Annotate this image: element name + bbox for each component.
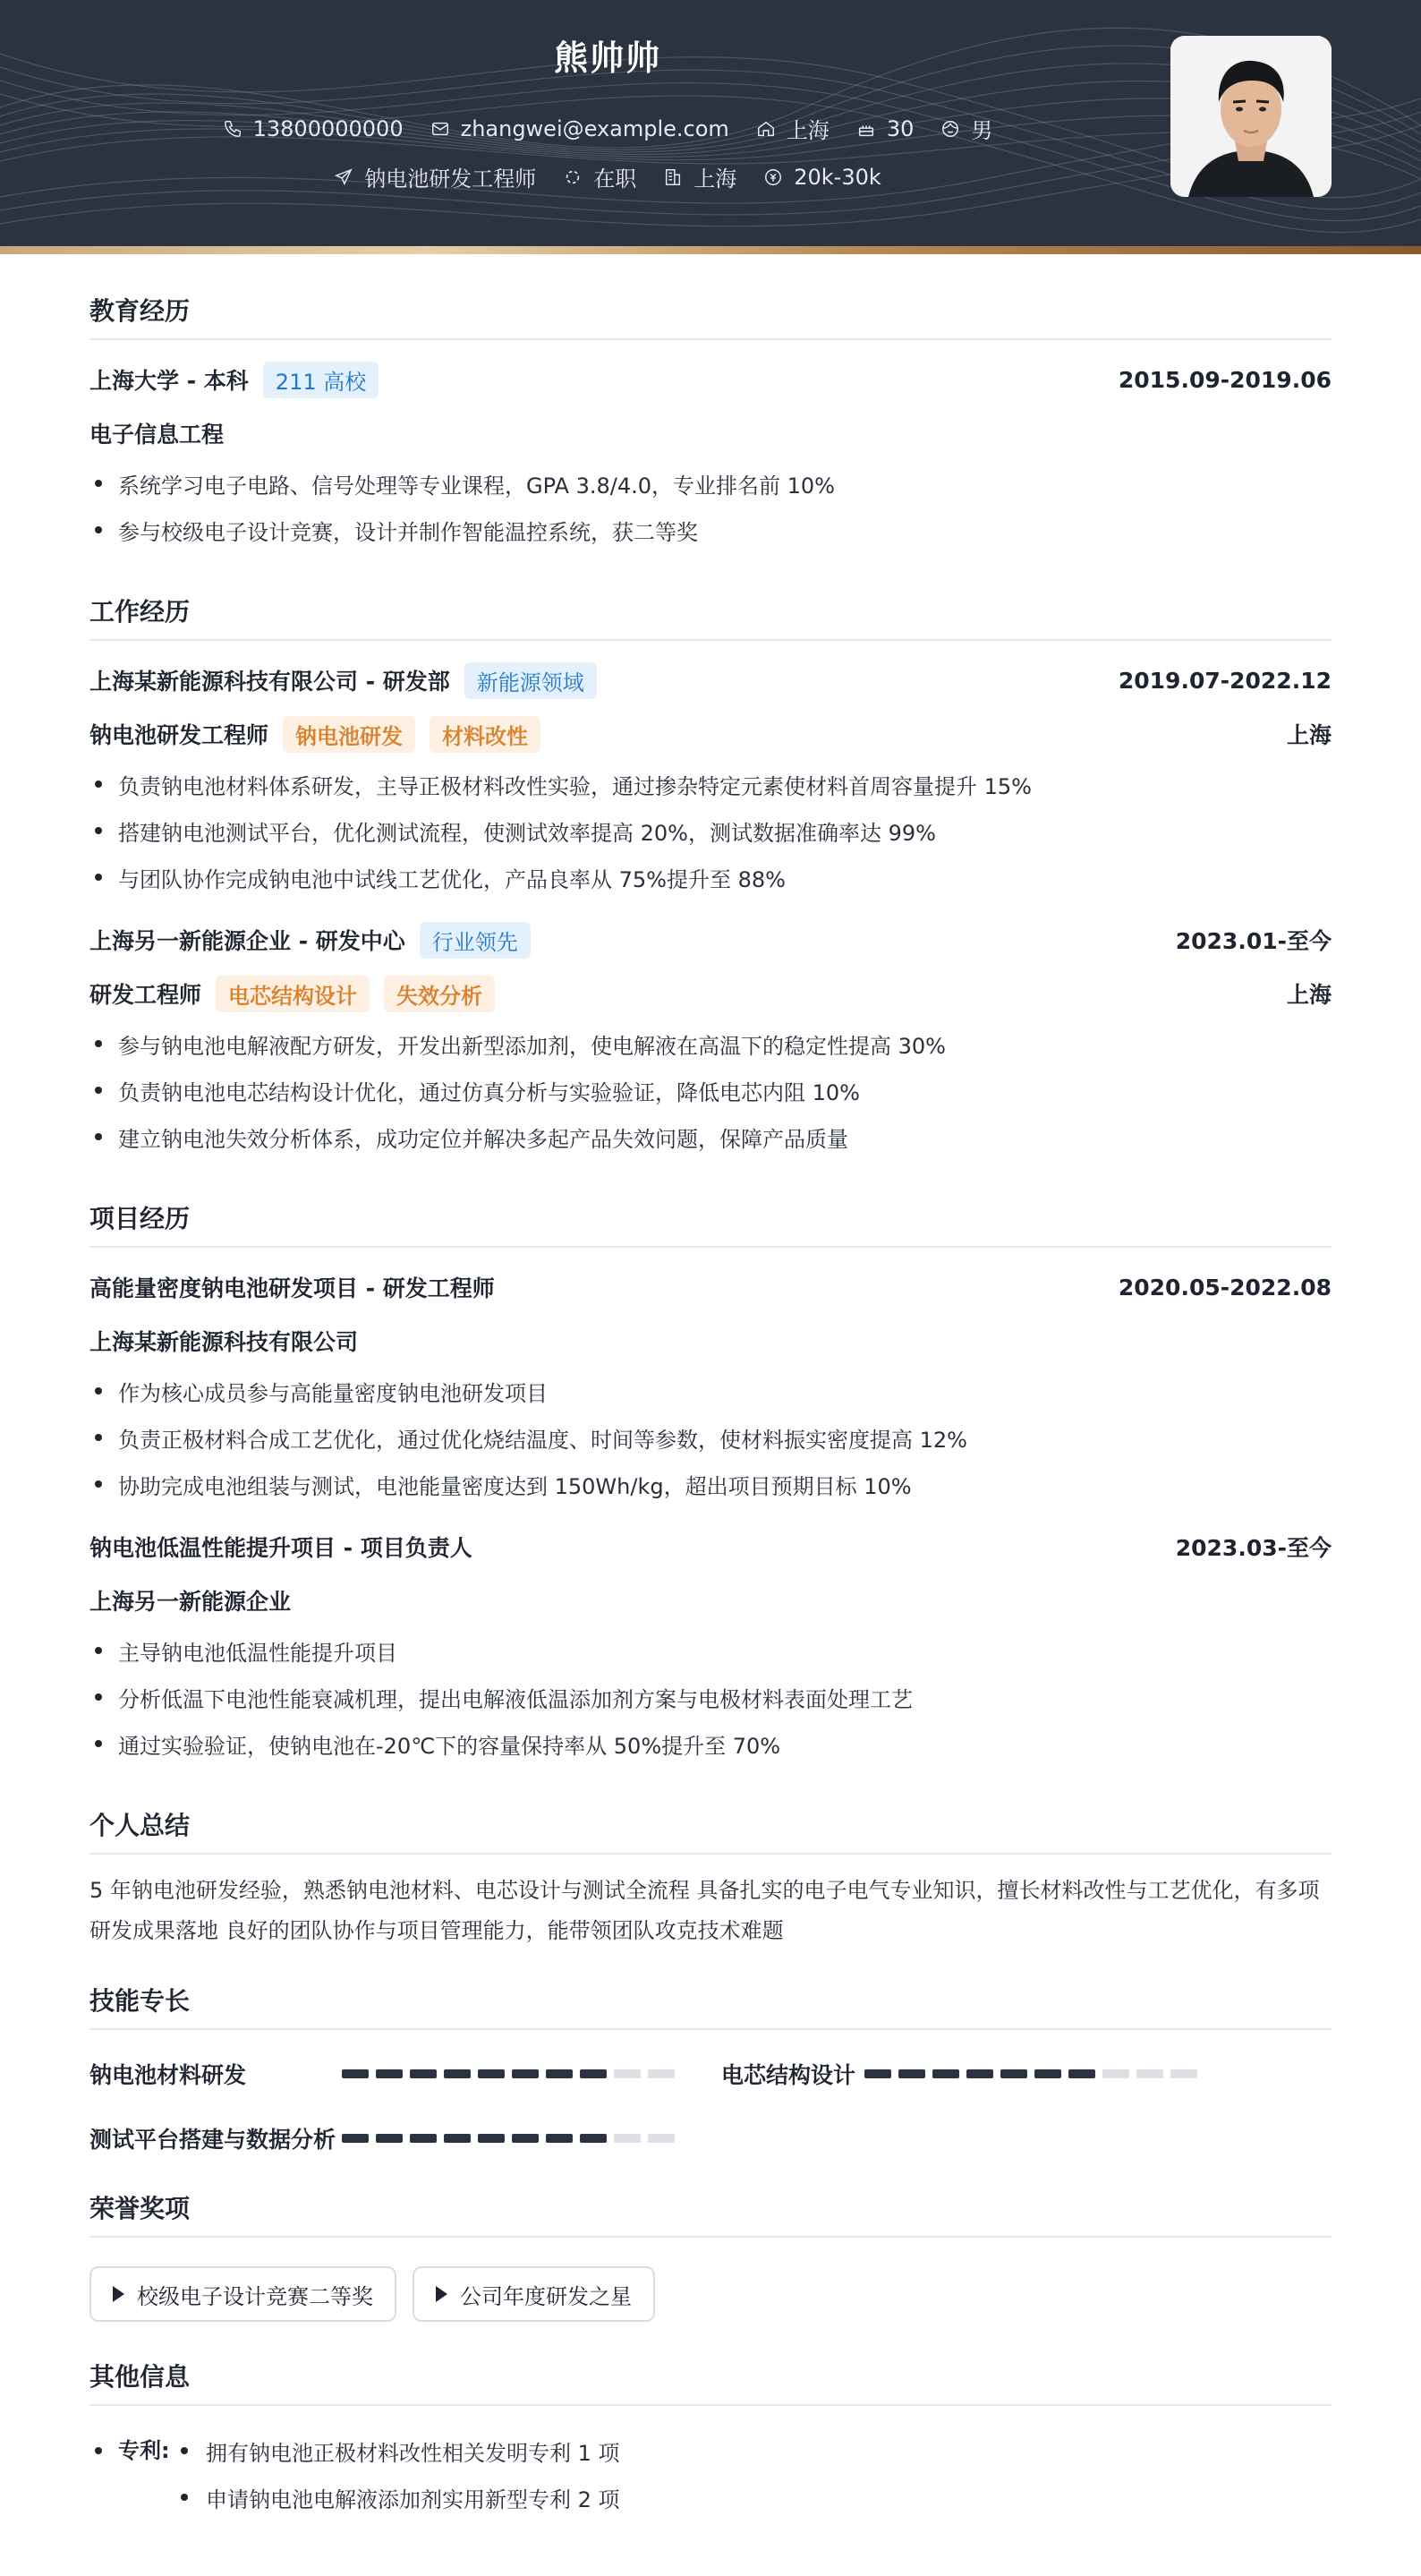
job-intent-row (0, 161, 1215, 192)
list-item: 负责钠电池电芯结构设计优化，通过仿真分析与实验验证，降低电芯内阻 10% (89, 1067, 1332, 1113)
gender-info (940, 113, 992, 144)
job-company: 上海某新能源科技有限公司 - 研发部 (89, 669, 450, 695)
other-section (89, 2358, 1332, 2521)
list-item: 搭建钠电池测试平台，优化测试流程，使测试效率提高 20%，测试数据准确率达 99% (89, 807, 1332, 854)
resume-header (0, 0, 1421, 254)
award-text: 校级电子设计竞赛二等奖 (137, 2283, 373, 2309)
job-header-row (89, 913, 1332, 967)
skill-level-segment-filled (410, 2134, 437, 2143)
list-item: 参与校级电子设计竞赛，设计并制作智能温控系统，获二等奖 (89, 507, 1332, 553)
salary-info (763, 161, 881, 192)
section-title-projects: 项目经历 (89, 1199, 1332, 1248)
list-item: 申请钠电池电解液添加剂实用新型专利 2 项 (170, 2474, 620, 2521)
avatar-portrait (1170, 36, 1332, 197)
school-name: 上海大学 - 本科 (89, 368, 249, 394)
skill-level-segment-filled (410, 2069, 437, 2078)
skill-level-segment-filled (864, 2069, 891, 2078)
section-title-education: 教育经历 (89, 292, 1332, 340)
section-title-skills: 技能专长 (89, 1982, 1332, 2030)
patent-row (89, 2427, 1332, 2521)
summary-section (89, 1806, 1332, 1951)
skill-level-segment-filled (376, 2134, 403, 2143)
age-info (856, 113, 915, 144)
major-name: 电子信息工程 (89, 422, 225, 448)
list-item: 拥有钠电池正极材料改性相关发明专利 1 项 (170, 2427, 620, 2474)
list-item: 协助完成电池组装与测试，电池能量密度达到 150Wh/kg，超出项目预期目标 10% (89, 1461, 1332, 1507)
job-role: 钠电池研发工程师 (89, 722, 269, 748)
skill-level-segment-filled (512, 2134, 539, 2143)
contact-row (0, 113, 1215, 144)
skill-item (721, 2053, 1332, 2094)
project-org: 上海另一新能源企业 (89, 1589, 292, 1615)
work-section (89, 593, 1332, 1160)
list-item: 建立钠电池失效分析体系，成功定位并解决多起产品失效问题，保障产品质量 (89, 1113, 1332, 1160)
section-title-awards: 荣誉奖项 (89, 2189, 1332, 2238)
patent-label: 专利: (89, 2427, 170, 2474)
skill-level-segment-empty (648, 2134, 675, 2143)
skill-level-segment-empty (1102, 2069, 1129, 2078)
phone-icon (223, 119, 243, 139)
target-city-text: 上海 (693, 166, 737, 192)
job-role-group (89, 716, 540, 753)
cake-icon (856, 119, 876, 139)
section-title-work: 工作经历 (89, 593, 1332, 641)
list-item: 通过实验验证，使钠电池在-20℃下的容量保持率从 50%提升至 70% (89, 1720, 1332, 1767)
project-date: 2020.05-2022.08 (1118, 1274, 1332, 1301)
project-org: 上海某新能源科技有限公司 (89, 1329, 359, 1355)
mail-icon (430, 119, 450, 139)
education-section (89, 292, 1332, 553)
skill-level-segment-filled (376, 2069, 403, 2078)
city-text: 上海 (786, 118, 830, 143)
skill-level-bar (342, 2069, 675, 2078)
header-accent-bar (0, 246, 1421, 254)
skill-level-segment-filled (546, 2134, 573, 2143)
skill-tag: 电芯结构设计 (216, 976, 370, 1012)
patent-bullets (170, 2427, 620, 2521)
skill-level-segment-filled (966, 2069, 993, 2078)
skills-section (89, 1982, 1332, 2159)
skill-name: 测试平台搭建与数据分析 (89, 2127, 336, 2153)
skill-level-segment-filled (932, 2069, 959, 2078)
skill-level-bar (342, 2134, 675, 2143)
school-tag: 211 高校 (263, 362, 379, 398)
play-icon (113, 2286, 124, 2302)
skill-tag: 材料改性 (430, 716, 540, 753)
job-role-group (89, 976, 495, 1012)
email-info (430, 113, 729, 144)
building-icon (663, 167, 683, 187)
project-date: 2023.03-至今 (1175, 1535, 1332, 1561)
job-date: 2019.07-2022.12 (1118, 667, 1332, 694)
education-school-group (89, 362, 379, 398)
candidate-name: 熊帅帅 (553, 38, 661, 78)
project-header-row (89, 1520, 1332, 1574)
other-info (89, 2427, 1332, 2521)
skill-level-bar (864, 2069, 1197, 2078)
home-icon (756, 119, 776, 139)
status-info (563, 161, 636, 192)
education-header-row (89, 353, 1332, 406)
status-icon (563, 167, 583, 187)
skill-level-segment-filled (1000, 2069, 1027, 2078)
skill-tag: 钠电池研发 (283, 716, 415, 753)
project-name: 高能量密度钠电池研发项目 - 研发工程师 (89, 1275, 495, 1301)
skill-level-segment-filled (898, 2069, 925, 2078)
list-item: 与团队协作完成钠电池中试线工艺优化，产品良率从 75%提升至 88% (89, 854, 1332, 900)
award-text: 公司年度研发之星 (460, 2283, 632, 2309)
gender-text: 男 (971, 118, 993, 143)
skill-level-segment-filled (478, 2069, 505, 2078)
award-item[interactable] (413, 2266, 655, 2322)
skill-level-segment-filled (342, 2069, 369, 2078)
skill-level-segment-filled (546, 2069, 573, 2078)
city-info (756, 113, 830, 144)
skill-level-segment-empty (648, 2069, 675, 2078)
skill-name: 钠电池材料研发 (89, 2062, 247, 2088)
send-icon (334, 167, 353, 187)
status-text: 在职 (593, 166, 637, 192)
job-date: 2023.01-至今 (1175, 928, 1332, 954)
section-title-summary: 个人总结 (89, 1806, 1332, 1855)
job-location: 上海 (1286, 722, 1332, 748)
project-header-row (89, 1260, 1332, 1314)
position-text: 钠电池研发工程师 (364, 166, 537, 192)
award-item[interactable] (89, 2266, 396, 2322)
list-item: 负责正极材料合成工艺优化，通过优化烧结温度、时间等参数，使材料振实密度提高 12% (89, 1414, 1332, 1461)
age-text: 30 (886, 115, 915, 141)
education-bullets (89, 460, 1332, 553)
salary-text: 20k-30k (794, 164, 881, 190)
skill-level-segment-filled (580, 2134, 607, 2143)
summary-text: 5 年钠电池研发经验，熟悉钠电池材料、电芯设计与测试全流程 具备扎实的电子电气专业知识，擅长材料改性与工艺优化，有多项研发成果落地 良好的团队协作与项目管理能力，能带领团队攻克技术难题 (89, 1878, 1320, 1943)
skill-level-segment-filled (444, 2134, 471, 2143)
skill-level-segment-filled (444, 2069, 471, 2078)
job-role-row (89, 967, 1332, 1020)
awards-section (89, 2189, 1332, 2322)
job-location: 上海 (1286, 982, 1332, 1008)
job-role-tags (216, 976, 495, 1012)
resume-content (89, 254, 1332, 2521)
skill-level-segment-filled (580, 2069, 607, 2078)
awards-list (89, 2266, 1332, 2322)
project-name: 钠电池低温性能提升项目 - 项目负责人 (89, 1535, 472, 1561)
job-company: 上海另一新能源企业 - 研发中心 (89, 928, 405, 954)
face-icon (940, 119, 960, 139)
section-title-other: 其他信息 (89, 2358, 1332, 2406)
skill-level-segment-filled (342, 2134, 369, 2143)
list-item: 分析低温下电池性能衰减机理，提出电解液低温添加剂方案与电极材料表面处理工艺 (89, 1674, 1332, 1720)
job-bullets (89, 761, 1332, 900)
phone-info (223, 113, 404, 144)
skill-name: 电芯结构设计 (721, 2062, 856, 2088)
list-item: 主导钠电池低温性能提升项目 (89, 1627, 1332, 1674)
avatar (1170, 36, 1332, 197)
skills-grid (89, 2053, 1332, 2159)
job-bullets (89, 1020, 1332, 1160)
education-date: 2015.09-2019.06 (1118, 366, 1332, 393)
job-company-tag: 行业领先 (420, 922, 531, 959)
skill-level-segment-filled (1068, 2069, 1095, 2078)
email-text: zhangwei@example.com (460, 115, 729, 141)
job-role: 研发工程师 (89, 982, 202, 1008)
skill-item (89, 2118, 721, 2159)
skill-tag: 失效分析 (384, 976, 495, 1012)
skill-level-segment-filled (1034, 2069, 1061, 2078)
target-city-info (663, 161, 736, 192)
job-company-group (89, 662, 597, 699)
skill-item (89, 2053, 721, 2094)
job-company-group (89, 922, 531, 959)
play-icon (436, 2286, 447, 2302)
skill-level-segment-empty (1170, 2069, 1197, 2078)
skill-level-segment-empty (1136, 2069, 1163, 2078)
skill-level-segment-empty (614, 2069, 641, 2078)
project-bullets (89, 1368, 1332, 1507)
skill-level-segment-empty (614, 2134, 641, 2143)
position-info (334, 161, 536, 192)
job-header-row (89, 653, 1332, 707)
skill-level-segment-filled (512, 2069, 539, 2078)
project-bullets (89, 1627, 1332, 1767)
job-role-row (89, 707, 1332, 761)
projects-section (89, 1199, 1332, 1767)
skill-level-segment-filled (478, 2134, 505, 2143)
job-company-tag: 新能源领域 (464, 662, 597, 699)
phone-text: 13800000000 (252, 115, 404, 141)
list-item: 参与钠电池电解液配方研发，开发出新型添加剂，使电解液在高温下的稳定性提高 30% (89, 1020, 1332, 1067)
list-item: 系统学习电子电路、信号处理等专业课程，GPA 3.8/4.0，专业排名前 10% (89, 460, 1332, 507)
list-item: 作为核心成员参与高能量密度钠电池研发项目 (89, 1368, 1332, 1414)
coin-icon (763, 167, 783, 187)
list-item: 负责钠电池材料体系研发，主导正极材料改性实验，通过掺杂特定元素使材料首周容量提升 15% (89, 761, 1332, 807)
job-role-tags (283, 716, 540, 753)
